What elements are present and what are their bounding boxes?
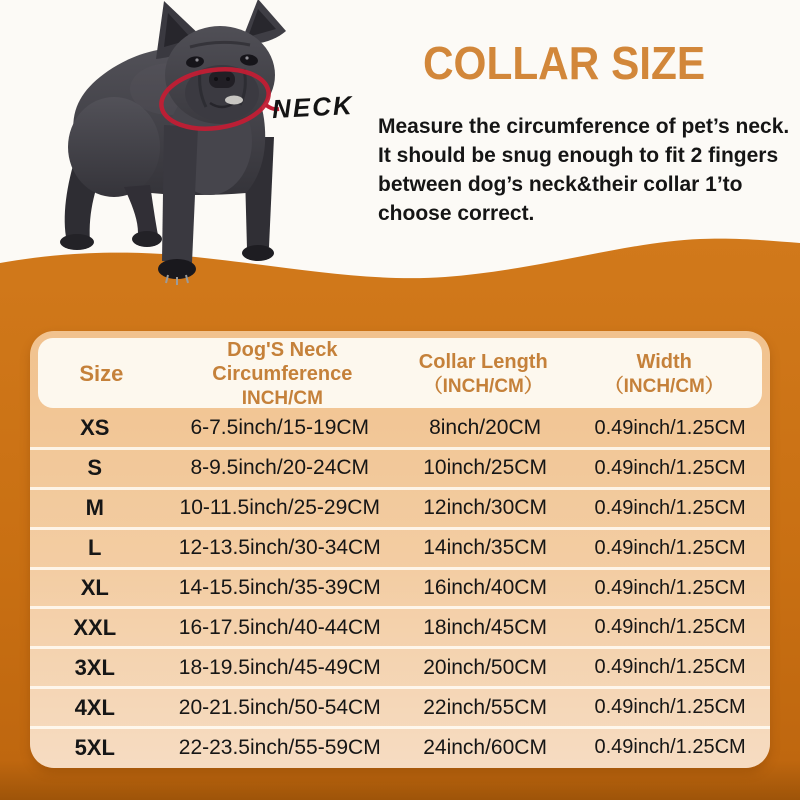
cell-width: 0.49inch/1.25CM <box>594 536 746 559</box>
cell-width: 0.49inch/1.25CM <box>594 456 746 479</box>
table-row <box>30 649 770 689</box>
cell-length: 24inch/60CM <box>423 735 547 759</box>
table-row <box>30 689 770 729</box>
cell-size: 5XL <box>74 734 115 760</box>
cell-neck: 10-11.5inch/25-29CM <box>179 496 380 520</box>
page-title: COLLAR SIZE <box>423 37 706 89</box>
cell-neck: 16-17.5inch/40-44CM <box>178 615 381 639</box>
cell-length: 12inch/30CM <box>423 496 547 520</box>
column-header-width: Width （INCH/CM） <box>604 351 724 397</box>
measure-instructions <box>378 112 798 228</box>
cell-size: L <box>88 535 102 561</box>
cell-neck: 14-15.5inch/35-39CM <box>178 576 381 599</box>
instruction-line: between dog’s neck&their collar 1’to <box>378 173 743 196</box>
cell-width: 0.49inch/1.25CM <box>594 656 746 679</box>
cell-width: 0.49inch/1.25CM <box>594 696 746 719</box>
cell-neck: 22-23.5inch/55-59CM <box>178 735 381 759</box>
table-row <box>30 729 770 766</box>
cell-length: 8inch/20CM <box>429 416 542 440</box>
cell-size: XXL <box>73 614 117 640</box>
table-row <box>30 530 770 570</box>
cell-width: 0.49inch/1.25CM <box>594 416 746 439</box>
cell-width: 0.49inch/1.25CM <box>594 736 746 759</box>
instruction-line: Measure the circumference of pet’s neck. <box>378 115 790 138</box>
cell-width: 0.49inch/1.25CM <box>594 496 746 519</box>
table-row <box>30 450 770 490</box>
instruction-line: choose correct. <box>378 202 535 225</box>
cell-size: M <box>85 495 104 521</box>
cell-length: 16inch/40CM <box>423 576 547 599</box>
cell-size: S <box>87 455 103 481</box>
cell-length: 18inch/45CM <box>423 615 547 639</box>
cell-width: 0.49inch/1.25CM <box>594 616 746 639</box>
size-chart-table <box>30 331 770 768</box>
column-header-neck-circumference: Dog'S Neck Circumference INCH/CM <box>212 339 353 409</box>
cell-size: 3XL <box>74 654 115 680</box>
table-row <box>30 609 770 649</box>
cell-length: 14inch/35CM <box>423 536 547 560</box>
cell-neck: 12-13.5inch/30-34CM <box>178 536 381 560</box>
cell-length: 22inch/55CM <box>423 695 547 719</box>
column-header-size: Size <box>79 360 124 386</box>
dog-photo <box>50 0 350 290</box>
cell-size: XL <box>80 575 109 600</box>
cell-neck: 18-19.5inch/45-49CM <box>178 655 381 679</box>
neck-annotation-label: NECK <box>271 89 355 125</box>
column-header-collar-length: Collar Length （INCH/CM） <box>418 351 548 397</box>
table-row <box>30 490 770 530</box>
cell-neck: 6-7.5inch/15-19CM <box>190 416 370 440</box>
cell-length: 20inch/50CM <box>423 655 547 679</box>
size-chart-header-row <box>38 338 762 408</box>
cell-size: 4XL <box>74 694 115 720</box>
cell-width: 0.49inch/1.25CM <box>594 576 746 599</box>
size-chart-rows <box>30 410 770 766</box>
table-row <box>30 570 770 610</box>
cell-neck: 8-9.5inch/20-24CM <box>190 456 370 480</box>
cell-size: XS <box>80 415 110 441</box>
instruction-line: It should be snug enough to fit 2 fingers <box>378 144 779 167</box>
table-row <box>30 410 770 450</box>
cell-length: 10inch/25CM <box>423 456 547 480</box>
cell-neck: 20-21.5inch/50-54CM <box>178 695 381 719</box>
